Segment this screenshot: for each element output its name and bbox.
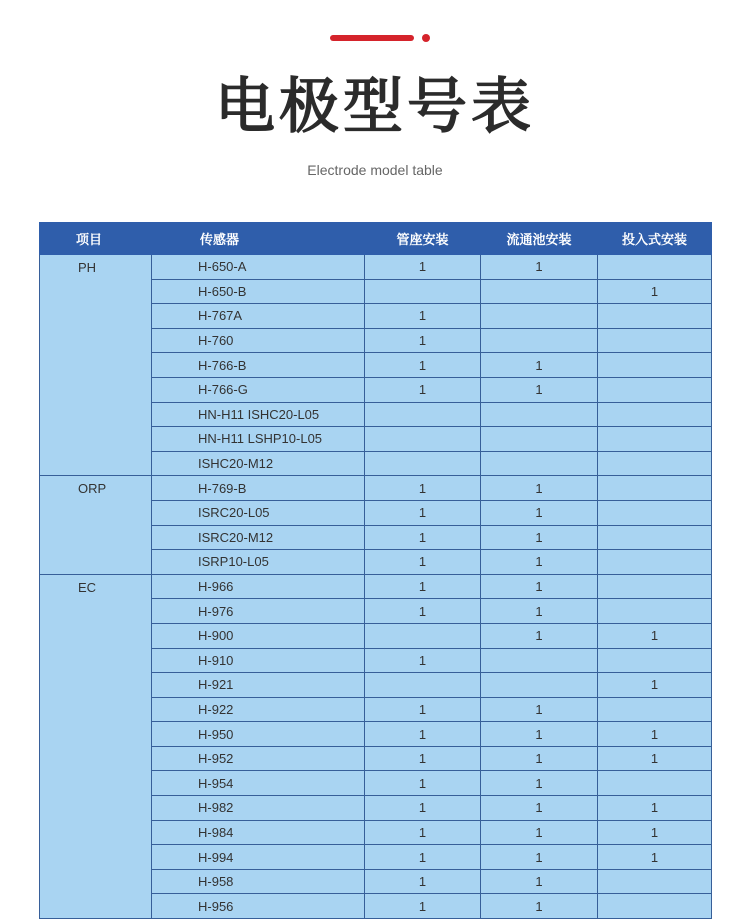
pipe-mount-cell: 1 xyxy=(365,771,481,796)
pipe-mount-cell: 1 xyxy=(365,525,481,550)
pipe-mount-cell: 1 xyxy=(365,746,481,771)
flow-cell-mount-cell: 1 xyxy=(481,353,598,378)
flow-cell-mount-cell: 1 xyxy=(481,255,598,280)
immersion-mount-cell xyxy=(598,574,712,599)
pipe-mount-cell: 1 xyxy=(365,796,481,821)
immersion-mount-cell xyxy=(598,771,712,796)
flow-cell-mount-cell: 1 xyxy=(481,476,598,501)
immersion-mount-cell xyxy=(598,328,712,353)
flow-cell-mount-cell xyxy=(481,673,598,698)
immersion-mount-cell xyxy=(598,304,712,329)
pipe-mount-cell xyxy=(365,427,481,452)
pipe-mount-cell xyxy=(365,402,481,427)
pipe-mount-cell: 1 xyxy=(365,820,481,845)
flow-cell-mount-cell: 1 xyxy=(481,796,598,821)
flow-cell-mount-cell: 1 xyxy=(481,623,598,648)
flow-cell-mount-cell: 1 xyxy=(481,894,598,919)
pipe-mount-cell: 1 xyxy=(365,722,481,747)
flow-cell-mount-cell: 1 xyxy=(481,771,598,796)
decoration-dot xyxy=(422,34,430,42)
pipe-mount-cell xyxy=(365,623,481,648)
flow-cell-mount-cell: 1 xyxy=(481,845,598,870)
sensor-model-cell: H-994 xyxy=(152,845,365,870)
column-header-flow-cell-mount: 流通池安装 xyxy=(481,223,598,255)
sensor-model-cell: H-952 xyxy=(152,746,365,771)
category-cell: PH xyxy=(40,255,152,476)
electrode-model-table xyxy=(39,222,712,919)
immersion-mount-cell: 1 xyxy=(598,845,712,870)
table-row xyxy=(40,574,712,599)
pipe-mount-cell: 1 xyxy=(365,894,481,919)
flow-cell-mount-cell xyxy=(481,304,598,329)
table-row xyxy=(40,255,712,280)
immersion-mount-cell xyxy=(598,648,712,673)
pipe-mount-cell: 1 xyxy=(365,500,481,525)
sensor-model-cell: H-769-B xyxy=(152,476,365,501)
pipe-mount-cell: 1 xyxy=(365,845,481,870)
sensor-model-cell: H-956 xyxy=(152,894,365,919)
decoration-bar xyxy=(330,35,414,41)
sensor-model-cell: H-982 xyxy=(152,796,365,821)
page-title: 电极型号表 xyxy=(215,72,535,142)
sensor-model-cell: ISRC20-M12 xyxy=(152,525,365,550)
pipe-mount-cell: 1 xyxy=(365,869,481,894)
sensor-model-cell: H-954 xyxy=(152,771,365,796)
flow-cell-mount-cell xyxy=(481,451,598,476)
table-row xyxy=(40,476,712,501)
immersion-mount-cell xyxy=(598,451,712,476)
sensor-model-cell: H-767A xyxy=(152,304,365,329)
pipe-mount-cell: 1 xyxy=(365,377,481,402)
flow-cell-mount-cell: 1 xyxy=(481,722,598,747)
sensor-model-cell: H-976 xyxy=(152,599,365,624)
pipe-mount-cell: 1 xyxy=(365,476,481,501)
sensor-model-cell: ISRC20-L05 xyxy=(152,500,365,525)
immersion-mount-cell xyxy=(598,550,712,575)
page-subtitle: Electrode model table xyxy=(307,162,443,178)
immersion-mount-cell xyxy=(598,402,712,427)
sensor-model-cell: H-921 xyxy=(152,673,365,698)
column-header-immersion-mount: 投入式安装 xyxy=(598,223,712,255)
immersion-mount-cell: 1 xyxy=(598,279,712,304)
immersion-mount-cell xyxy=(598,377,712,402)
column-header-pipe-mount: 管座安装 xyxy=(365,223,481,255)
flow-cell-mount-cell xyxy=(481,427,598,452)
pipe-mount-cell: 1 xyxy=(365,353,481,378)
flow-cell-mount-cell xyxy=(481,402,598,427)
sensor-model-cell: ISHC20-M12 xyxy=(152,451,365,476)
pipe-mount-cell xyxy=(365,279,481,304)
immersion-mount-cell: 1 xyxy=(598,820,712,845)
flow-cell-mount-cell: 1 xyxy=(481,697,598,722)
immersion-mount-cell xyxy=(598,869,712,894)
immersion-mount-cell: 1 xyxy=(598,673,712,698)
table-body xyxy=(40,255,712,919)
pipe-mount-cell: 1 xyxy=(365,648,481,673)
immersion-mount-cell xyxy=(598,476,712,501)
table-header-row xyxy=(40,223,712,255)
pipe-mount-cell: 1 xyxy=(365,328,481,353)
flow-cell-mount-cell xyxy=(481,648,598,673)
flow-cell-mount-cell: 1 xyxy=(481,869,598,894)
immersion-mount-cell xyxy=(598,353,712,378)
immersion-mount-cell: 1 xyxy=(598,746,712,771)
flow-cell-mount-cell: 1 xyxy=(481,574,598,599)
flow-cell-mount-cell: 1 xyxy=(481,500,598,525)
sensor-model-cell: ISRP10-L05 xyxy=(152,550,365,575)
column-header-category: 项目 xyxy=(40,223,152,255)
sensor-model-cell: H-900 xyxy=(152,623,365,648)
pipe-mount-cell: 1 xyxy=(365,255,481,280)
flow-cell-mount-cell xyxy=(481,279,598,304)
immersion-mount-cell xyxy=(598,500,712,525)
pipe-mount-cell: 1 xyxy=(365,599,481,624)
sensor-model-cell: H-922 xyxy=(152,697,365,722)
flow-cell-mount-cell: 1 xyxy=(481,377,598,402)
immersion-mount-cell xyxy=(598,525,712,550)
flow-cell-mount-cell: 1 xyxy=(481,550,598,575)
pipe-mount-cell xyxy=(365,673,481,698)
category-cell: ORP xyxy=(40,476,152,574)
pipe-mount-cell: 1 xyxy=(365,550,481,575)
category-cell: EC xyxy=(40,574,152,918)
immersion-mount-cell xyxy=(598,255,712,280)
sensor-model-cell: H-650-A xyxy=(152,255,365,280)
sensor-model-cell: HN-H11 LSHP10-L05 xyxy=(152,427,365,452)
sensor-model-cell: HN-H11 ISHC20-L05 xyxy=(152,402,365,427)
pipe-mount-cell: 1 xyxy=(365,304,481,329)
sensor-model-cell: H-950 xyxy=(152,722,365,747)
flow-cell-mount-cell: 1 xyxy=(481,525,598,550)
sensor-model-cell: H-760 xyxy=(152,328,365,353)
immersion-mount-cell xyxy=(598,427,712,452)
sensor-model-cell: H-966 xyxy=(152,574,365,599)
flow-cell-mount-cell: 1 xyxy=(481,599,598,624)
sensor-model-cell: H-650-B xyxy=(152,279,365,304)
pipe-mount-cell xyxy=(365,451,481,476)
sensor-model-cell: H-766-B xyxy=(152,353,365,378)
sensor-model-cell: H-910 xyxy=(152,648,365,673)
pipe-mount-cell: 1 xyxy=(365,697,481,722)
sensor-model-cell: H-984 xyxy=(152,820,365,845)
flow-cell-mount-cell xyxy=(481,328,598,353)
sensor-model-cell: H-766-G xyxy=(152,377,365,402)
immersion-mount-cell xyxy=(598,599,712,624)
immersion-mount-cell: 1 xyxy=(598,722,712,747)
immersion-mount-cell: 1 xyxy=(598,623,712,648)
column-header-sensor: 传感器 xyxy=(152,223,365,255)
pipe-mount-cell: 1 xyxy=(365,574,481,599)
flow-cell-mount-cell: 1 xyxy=(481,746,598,771)
immersion-mount-cell xyxy=(598,894,712,919)
immersion-mount-cell xyxy=(598,697,712,722)
sensor-model-cell: H-958 xyxy=(152,869,365,894)
flow-cell-mount-cell: 1 xyxy=(481,820,598,845)
immersion-mount-cell: 1 xyxy=(598,796,712,821)
